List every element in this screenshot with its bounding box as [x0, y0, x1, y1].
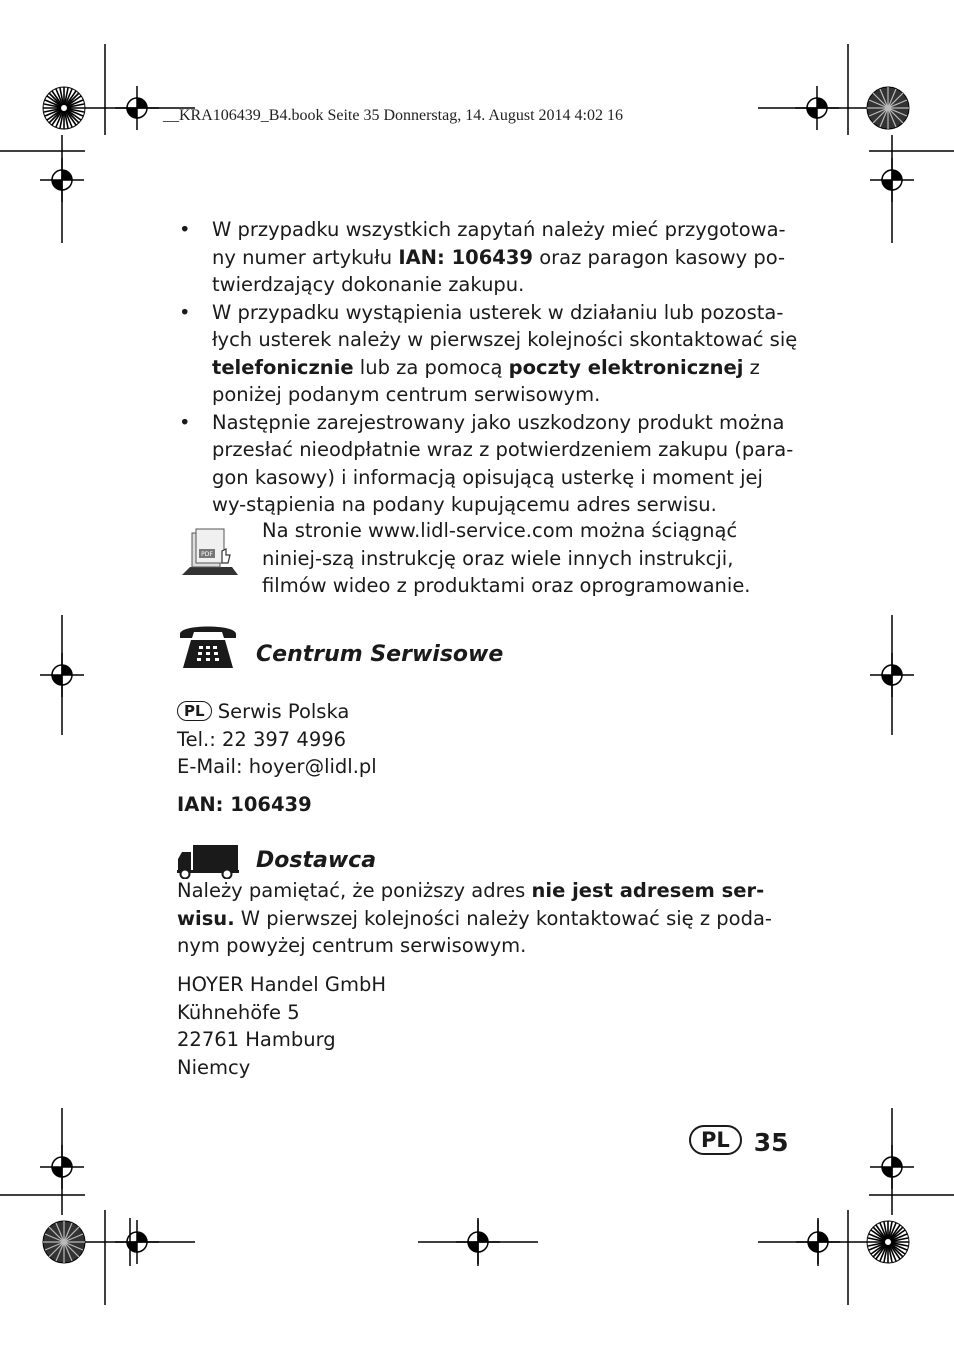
service-contact: [177, 698, 377, 781]
address-line: HOYER Handel GmbH: [177, 973, 387, 996]
language-badge: PL: [689, 1125, 742, 1155]
truck-icon: [177, 843, 239, 879]
supplier-notice: Należy pamiętać, że poniższy adres nie jest adresem ser-wisu. W pierwszej kolejności należy kontaktować się z poda-nym powyżej centrum serwisowym.: [177, 879, 772, 957]
ian-number: IAN: 106439: [177, 793, 312, 816]
list-item: • W przypadku wszystkich zapytań należy mieć przygotowa-ny numer artykułu IAN: 106439 oraz paragon kasowy po-twierdzający dokonanie zakupu.: [177, 216, 802, 299]
service-name-line: PL Serwis Polska: [177, 698, 377, 726]
pdf-download-note: Na stronie www.lidl-service.com można ściągnąć niniej-szą instrukcję oraz wiele innych instrukcji, filmów wideo z produktami oraz oprogramowanie.: [262, 519, 751, 597]
supplier-heading: Dostawca: [256, 848, 377, 873]
service-email: E-Mail: hoyer@lidl.pl: [177, 755, 377, 778]
service-phone: Tel.: 22 397 4996: [177, 727, 347, 751]
supplier-address: [177, 971, 386, 1081]
page-number: 35: [753, 1128, 789, 1157]
address-line: 22761 Hamburg: [177, 1028, 336, 1051]
page-footer: [689, 1125, 789, 1157]
country-badge: PL: [177, 701, 212, 721]
address-line: Niemcy: [177, 1055, 251, 1079]
address-line: Kühnehöfe 5: [177, 1000, 300, 1024]
list-item: • Następnie zarejestrowany jako uszkodzony produkt można przesłać nieodpłatnie wraz z potwierdzeniem zakupu (para-gon kasowy) i informacją opisującą usterkę i moment jej wy-stąpienia na podany kupującemu adres serwisu.: [177, 409, 802, 519]
info-bullets: [177, 216, 802, 519]
ian-number: IAN: 106439: [398, 245, 533, 269]
print-header: __KRA106439_B4.book Seite 35 Donnerstag, 14. August 2014 4:02 16: [163, 107, 623, 124]
svg-text:PDF: PDF: [201, 551, 213, 558]
pdf-online-icon: [180, 527, 240, 577]
list-item: • W przypadku wystąpienia usterek w działaniu lub pozosta-łych usterek należy w pierwszej kolejności skontaktować się telefonicznie lub za pomocą poczty elektronicznej z poniżej podanym centrum serwisowym.: [177, 299, 802, 409]
telephone-icon: [177, 620, 239, 670]
service-center-heading: Centrum Serwisowe: [256, 642, 504, 667]
